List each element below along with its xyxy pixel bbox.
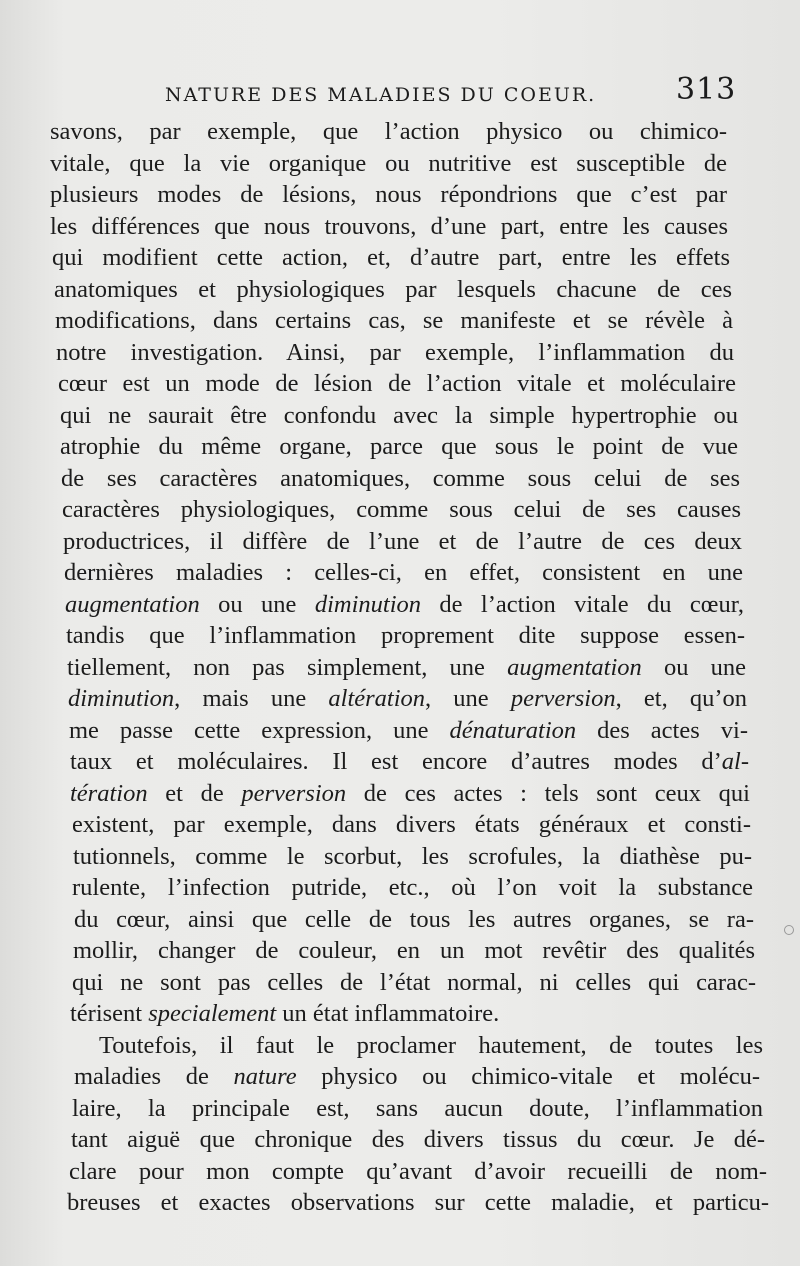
text-span: physico ou chimico-vitale et molécu- — [296, 1063, 761, 1090]
text-line — [55, 305, 733, 337]
text-span: tiellement, non pas simplement, une — [67, 653, 508, 681]
italic-term: altération — [328, 685, 426, 712]
text-span: mollir, changer de couleur, en un mot revêtir des qualités — [73, 937, 755, 964]
text-line — [73, 841, 752, 873]
page-number: 313 — [676, 72, 737, 107]
page-header — [0, 72, 800, 112]
text-span: de ces actes : tels sont ceux qui — [346, 779, 750, 807]
text-line — [50, 211, 728, 243]
text-line — [99, 1030, 763, 1062]
text-span: cœur est un mode de lésion de l’action vitale et moléculaire — [58, 370, 736, 397]
text-span: qui ne sont pas celles de l’état normal, ni celles qui carac- — [72, 968, 756, 996]
text-span: ou une — [199, 590, 315, 618]
text-line — [74, 1061, 760, 1093]
text-span: existent, par exemple, dans divers états généraux et consti- — [72, 811, 751, 838]
italic-term: dénaturation — [449, 716, 577, 744]
text-span: me passe cette expression, une — [69, 716, 450, 744]
text-span: savons, par exemple, que l’action physico ou chimico- — [50, 118, 727, 145]
text-line — [72, 809, 751, 841]
text-span: caractères physiologiques, comme sous celui de ses causes — [62, 496, 741, 523]
italic-term: augmentation — [507, 653, 642, 681]
text-span: des actes vi- — [576, 716, 748, 744]
text-line — [50, 148, 727, 180]
text-span: notre investigation. Ainsi, par exemple, l’inflammation du — [56, 338, 734, 366]
text-span: un état inflammatoire. — [276, 1000, 500, 1027]
text-line — [50, 179, 727, 211]
text-span: plusieurs modes de lésions, nous répondrions que c’est par — [50, 181, 727, 208]
italic-term: nature — [233, 1063, 297, 1090]
text-span: tant aiguë que chronique des divers tissus du cœur. Je dé- — [71, 1126, 765, 1153]
text-span: de ses caractères anatomiques, comme sous celui de ses — [61, 464, 740, 492]
text-span: rulente, l’infection putride, etc., où l’on voit la substance — [72, 874, 753, 901]
text-span: Toutefois, il faut le proclamer hautement, de toutes les — [99, 1031, 763, 1059]
text-span: modifications, dans certains cas, se manifeste et se révèle à — [55, 307, 733, 334]
text-span: laire, la principale est, sans aucun doute, l’inflammation — [72, 1094, 763, 1122]
text-span: taux et moléculaires. Il est encore d’autres modes d’ — [70, 748, 722, 775]
running-head: NATURE DES MALADIES DU COEUR. — [165, 84, 597, 106]
italic-term: augmentation — [65, 590, 200, 618]
text-span: atrophie du même organe, parce que sous le point de vue — [60, 433, 738, 460]
text-line — [67, 652, 746, 684]
italic-term: perversion — [241, 779, 347, 807]
text-span: de l’action vitale du cœur, — [421, 590, 744, 618]
text-line — [66, 620, 745, 652]
text-line — [67, 1187, 769, 1219]
text-line — [73, 935, 755, 967]
text-span: maladies de — [74, 1063, 234, 1090]
text-span: , et, qu’on — [615, 685, 748, 712]
text-span: qui modifient cette action, et, d’autre part, entre les effets — [52, 244, 730, 271]
text-line — [68, 683, 747, 715]
text-line — [72, 872, 753, 904]
italic-term: diminution — [68, 685, 175, 712]
text-line — [69, 1156, 767, 1188]
text-span: anatomiques et physiologiques par lesquels chacune de ces — [54, 275, 732, 303]
text-line — [70, 778, 750, 810]
text-line — [72, 967, 756, 999]
text-span: et de — [147, 779, 242, 807]
italic-term: al- — [721, 748, 749, 775]
text-line — [50, 116, 727, 148]
text-line — [56, 337, 734, 369]
text-line — [64, 557, 743, 589]
text-span: vitale, que la vie organique ou nutritive est susceptible de — [50, 149, 727, 177]
italic-term: perversion — [510, 685, 616, 712]
italic-term: diminution — [314, 590, 421, 618]
text-line — [52, 242, 730, 274]
text-line — [54, 274, 732, 306]
text-span: tandis que l’inflammation proprement dite suppose essen- — [66, 622, 745, 649]
text-span: les différences que nous trouvons, d’une part, entre les causes — [50, 212, 728, 240]
text-line — [58, 368, 736, 400]
text-line — [74, 904, 754, 936]
text-span: , une — [425, 685, 511, 712]
text-span: tutionnels, comme le scorbut, les scrofules, la diathèse pu- — [73, 842, 752, 870]
text-line — [65, 589, 744, 621]
italic-term: tération — [70, 779, 148, 807]
page-edge-mark — [784, 925, 794, 935]
text-span: , mais une — [174, 685, 329, 712]
text-span: térisent — [70, 1000, 149, 1027]
text-span: du cœur, ainsi que celle de tous les autres organes, se ra- — [74, 905, 754, 933]
text-line — [70, 998, 757, 1030]
text-span: ou une — [641, 653, 746, 681]
text-line — [61, 463, 740, 495]
text-span: productrices, il diffère de l’une et de l’autre de ces deux — [63, 527, 742, 555]
text-line — [62, 494, 741, 526]
text-span: breuses et exactes observations sur cette maladie, et particu- — [67, 1189, 769, 1216]
text-line — [60, 431, 738, 463]
text-line — [72, 1093, 763, 1125]
text-line — [69, 715, 748, 747]
text-span: qui ne saurait être confondu avec la simple hypertrophie ou — [60, 401, 738, 429]
text-line — [63, 526, 742, 558]
text-line — [70, 746, 749, 778]
text-span: clare pour mon compte qu’avant d’avoir recueilli de nom- — [69, 1157, 767, 1185]
text-line — [60, 400, 738, 432]
text-line — [71, 1124, 765, 1156]
text-span: dernières maladies : celles-ci, en effet, consistent en une — [64, 559, 743, 586]
italic-term: specialement — [148, 1000, 277, 1027]
